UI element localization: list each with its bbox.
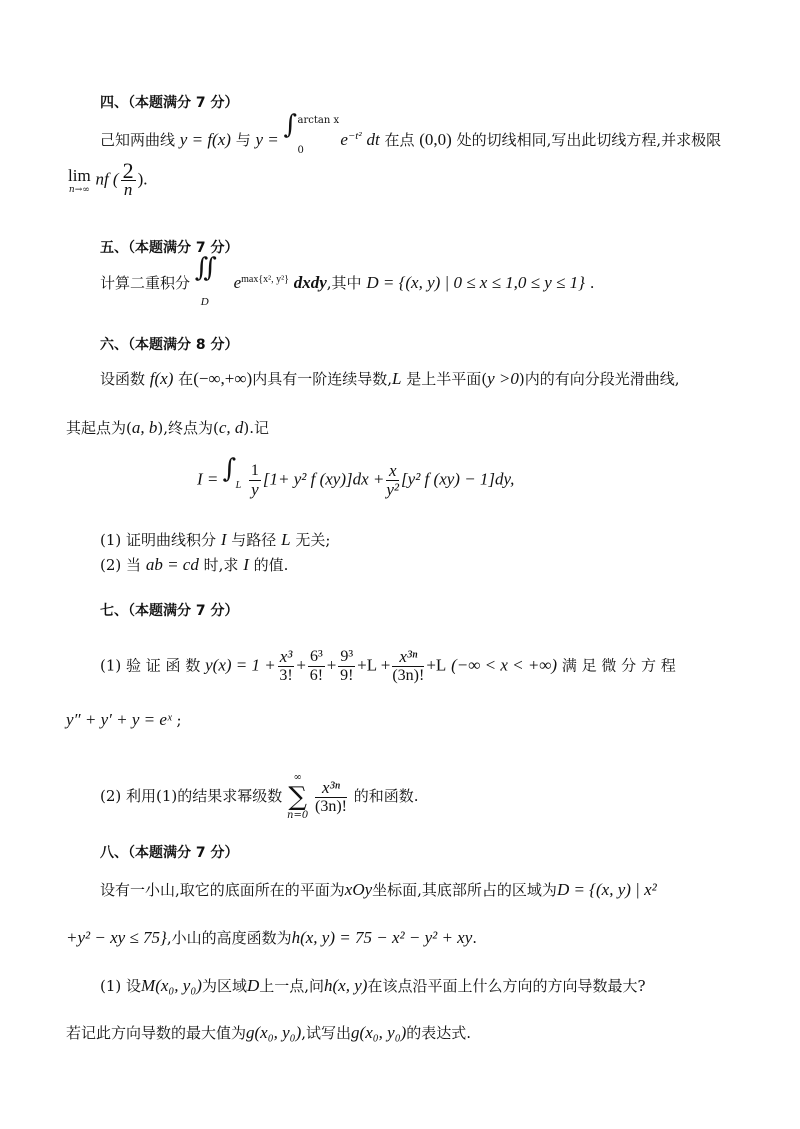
double-integral-sign: ∬ D [194,253,217,308]
q6-line2: 其起点为(a, b),终点为(c, d).记 [66,418,270,437]
q4-limit: lim n→∞ nf ( $\frac{2}{n}$ ). [68,158,148,199]
q6-part1: (1) 证明曲线积分 I 与路径 L 无关; [100,530,331,549]
integral-sign: ∫ arctan x 0 [283,110,340,156]
q7-part2: (2) 利用(1)的结果求幂级数 ∞ ∑ n=0 $\frac{\text{x³ⁿ}}{(3n)!}$ 的和函数. [100,772,419,821]
q4-line1: 己知两曲线 y = f(x) 与 y = ∫ arctan x 0 $e^{-t^2}$ dt 在点 (0,0) 处的切线相同,写出此切线方程,并求极限 [100,110,722,156]
q6-heading: 六、（本题满分 8 分） [100,337,239,353]
q8-heading: 八、（本题满分 7 分） [100,845,239,861]
q8-line3: (1) 设M(x₀, y₀)为区域D上一点,问h(x, y)在该点沿平面上什么方向的方向导数最大? [100,976,646,995]
q6-integral-formula: I = ∫ L $\frac{1}{y}$ [1+ y² f (xy)]dx + $\frac{x}{\text{y²}}$ [y² f (xy) − 1]dy, [197,454,515,499]
q8-line2: +y² − xy ≤ 75},小山的高度函数为h(x, y) = 75 − x² − y² + xy. [66,928,478,947]
q4-heading: 四、（本题满分 7 分） [100,95,239,111]
q6-part2: (2) 当 ab = cd 时,求 I 的值. [100,555,289,574]
q8-line4: 若记此方向导数的最大值为g(x₀, y₀),试写出g(x₀, y₀)的表达式. [66,1023,472,1042]
q7-ode: y″ + y′ + y = eˣ ; [66,710,182,729]
q5-line: 计算二重积分 ∬ D $e^{max\{x^2, y^2\}}$ dxdy,其中 D = {(x, y) | 0 ≤ x ≤ 1,0 ≤ y ≤ 1} . [100,253,595,308]
sum-sign: ∞ ∑ n=0 [287,772,309,821]
q6-line1: 设函数 f(x) 在(−∞,+∞)内具有一阶连续导数,L 是上半平面(y >0)内的有向分段光滑曲线, [100,369,680,388]
q7-heading: 七、（本题满分 7 分） [100,603,239,619]
q8-line1: 设有一小山,取它的底面所在的平面为xOy坐标面,其底部所占的区域为D = {(x, y) | x² [100,880,657,899]
q7-part1-line1: (1) 验 证 函 数 y(x) = 1 + $\frac{\text{x³}}{3!}$ + $\frac{\text{6³}}{6!}$ + $\frac{\text{9³}}{9!}$ +L + $\frac{\text{x³ⁿ}}{(3n)!}$ +L (−∞ < x < +∞) 满 足 微 分 方 程 [100,647,676,684]
q5-heading: 五、（本题满分 7 分） [100,240,239,256]
